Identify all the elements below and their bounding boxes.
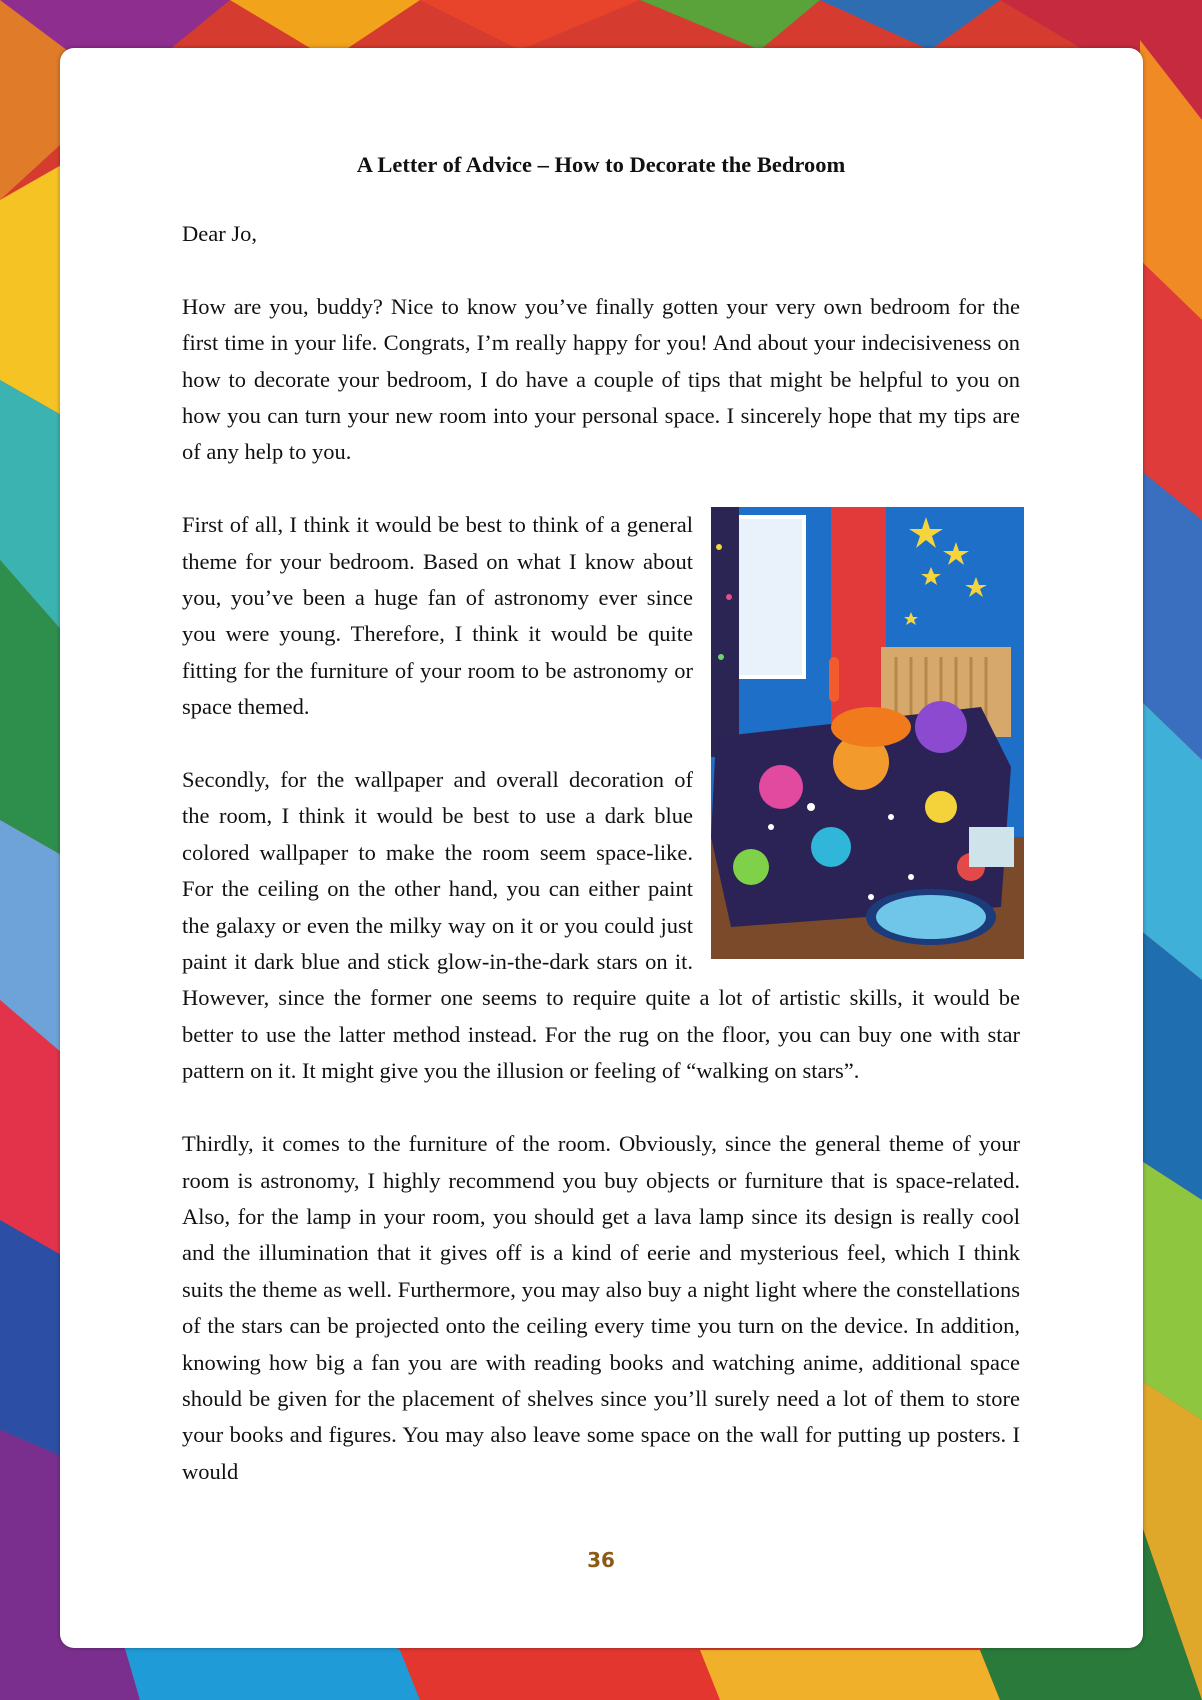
page-number: 36	[587, 1548, 615, 1572]
paragraph-intro: How are you, buddy? Nice to know you’ve finally gotten your very own bedroom for the first time in your life. Congrats, I’m really happy for you! And about your indecisiveness on how to decorate your bedroom, I do have a couple of tips that might be helpful to you on how you can turn your new room into your personal space. I sincerely hope that my tips are of any help to you.	[182, 293, 1020, 465]
paragraph-furniture: Thirdly, it comes to the furniture of the room. Obviously, since the general theme of your room is astronomy, I highly recommend you buy objects or furniture that is space-related. Also, for the lamp in your room, you should get a lava lamp since its design is really cool and the illumination that it gives off is a kind of eerie and mysterious feel, which I think suits the theme as well. Furthermore, you may also buy a night light where the constellations of the stars can be projected onto the ceiling every time you turn on the device. In addition, knowing how big a fan you are with reading books and watching anime, additional space should be given for the placement of shelves since you’ll surely need a lot of them to store your books and figures. You may also leave some space on the wall for putting up posters. I would	[182, 1131, 1020, 1484]
salutation: Dear Jo,	[182, 221, 257, 246]
letter-body	[182, 150, 1020, 1527]
paragraph-wallpaper: Secondly, for the wallpaper and overall decoration of the room, I think it would be best to use a dark blue colored wallpaper to make the room seem space-like. For the ceiling on the other hand, you can either paint the galaxy or even the milky way on it or you could just paint it dark blue and stick glow-in-the-dark stars on it. However, since the former one seems to require quite a lot of artistic skills, it would be better to use the latter method instead. For the rug on the floor, you can buy one with star pattern on it. It might give you the illusion or feeling of “walking on stars”.	[182, 767, 1020, 1084]
letter-title: A Letter of Advice – How to Decorate the Bedroom	[356, 152, 846, 177]
space-bedroom-photo	[711, 507, 1024, 959]
paragraph-theme: First of all, I think it would be best to think of a general theme for your bedroom. Based on what I know about you, you’ve been a huge fan of astronomy ever since you were young. Therefore, I think it would be quite fitting for the furniture of your room to be astronomy or space themed.	[182, 512, 693, 720]
